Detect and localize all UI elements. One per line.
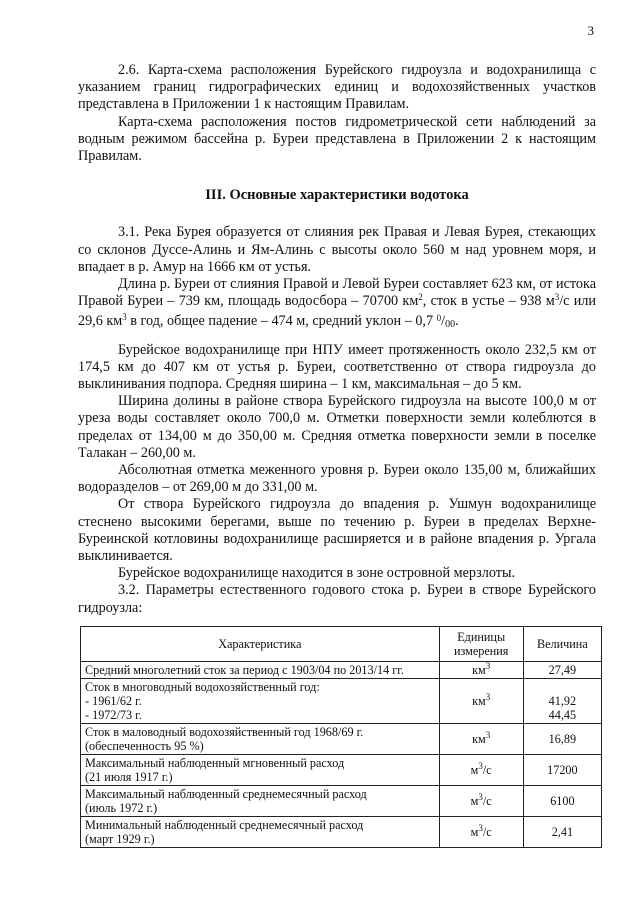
row-unit: $м^3/с$	[439, 755, 523, 786]
row-value: 2,41	[523, 817, 601, 848]
row-characteristic: Сток в многоводный водохозяйственный год: - 1961/62 г. - 1972/73 г.	[81, 679, 440, 724]
paragraph-3-2: 3.2. Параметры естественного годового стока р. Буреи в створе Бурейского гидроузла:	[78, 582, 596, 616]
header-units: Единицы измерения	[439, 627, 523, 662]
table-row	[81, 817, 602, 848]
row-unit: $км^3$	[439, 662, 523, 679]
paragraph-reservoir: Бурейское водохранилище при НПУ имеет протяженность около 232,5 км от 174,5 км до 407 км от устья р. Буреи, соответственно от створа гидроузла до выклинивания подпора. Средняя ширина – 1 км, максимальная – до 5 км.	[78, 341, 596, 393]
row-unit: $м^3/с$	[439, 786, 523, 817]
section-heading: III. Основные характеристики водотока	[205, 187, 469, 204]
paragraph-reservoir-banks: От створа Бурейского гидроузла до впадения р. Ушмун водохранилище стеснено высокими берегами, выше по течению р. Буреи в пределах Верхне-Буреинской котловины водохранилище расширяется и в районе впадения р. Ургала выклинивается.	[78, 496, 596, 565]
paragraph-valley-width: Ширина долины в районе створа Бурейского гидроузла на высоте 100,0 м от уреза воды составляет около 700,0 м. Отметки поверхности земли колеблются в пределах от 134,00 м до 350,00 м. Средняя отметка поверхности земли в поселке Талакан – 260,00 м.	[78, 393, 596, 461]
row-unit: $км^3$	[439, 724, 523, 755]
table-row	[81, 679, 602, 724]
row-value: 27,49	[523, 662, 601, 679]
table-header-row	[81, 627, 602, 662]
paragraph-absolute-level: Абсолютная отметка меженного уровня р. Буреи около 135,00 м, ближайших водоразделов – от 269,00 м до 331,00 м.	[78, 462, 596, 496]
paragraph-map-posts: Карта-схема расположения постов гидрометрической сети наблюдений за водным режимом бассейна р. Буреи представлена в Приложении 2 к настоящим Правилам.	[78, 113, 596, 165]
row-unit: $м^3/с$	[439, 817, 523, 848]
document-body	[78, 62, 596, 617]
header-value: Величина	[523, 627, 601, 662]
paragraph-permafrost: Бурейское водохранилище находится в зоне островной мерзлоты.	[118, 565, 516, 582]
page-number: 3	[587, 23, 594, 38]
paragraph-length: Длина р. Буреи от слияния Правой и Левой Буреи составляет 623 км, от истока Правой Буреи – 739 км, площадь водосбора – 70700 $км^2$, сток в устье – 938 $м^3/с$ или 29,6 $км^3$ в год, общее падение – 474 м, средний уклон – 0,7 $^0$/00.	[78, 276, 596, 331]
row-unit: $км^3$	[439, 679, 523, 724]
row-value: 6100	[523, 786, 601, 817]
header-characteristic: Характеристика	[81, 627, 440, 662]
row-characteristic: Максимальный наблюденный мгновенный расход (21 июля 1917 г.)	[81, 755, 440, 786]
table-row	[81, 662, 602, 679]
row-characteristic: Средний многолетний сток за период с 1903/04 по 2013/14 гг.	[81, 662, 440, 679]
row-value: 16,89	[523, 724, 601, 755]
table-row	[81, 724, 602, 755]
paragraph-3-1: 3.1. Река Бурея образуется от слияния рек Правая и Левая Бурея, стекающих со склонов Дуссе-Алинь и Ям-Алинь с высоты около 560 м над уровнем моря, и впадает в р. Амур на 1666 км от устья.	[78, 224, 596, 275]
table-row	[81, 786, 602, 817]
row-value: 17200	[523, 755, 601, 786]
row-characteristic: Минимальный наблюденный среднемесячный расход (март 1929 г.)	[81, 817, 440, 848]
row-characteristic: Максимальный наблюденный среднемесячный расход (июль 1972 г.)	[81, 786, 440, 817]
row-characteristic: Сток в маловодный водохозяйственный год 1968/69 г. (обеспеченность 95 %)	[81, 724, 440, 755]
table-row	[81, 755, 602, 786]
row-value: 41,92 44,45	[523, 679, 601, 724]
runoff-parameters-table	[80, 626, 602, 848]
paragraph-2-6: 2.6. Карта-схема расположения Бурейского гидроузла и водохранилища с указанием границ гидрографических единиц и водохозяйственных участков представлена в Приложении 1 к настоящим Правилам.	[78, 62, 596, 113]
